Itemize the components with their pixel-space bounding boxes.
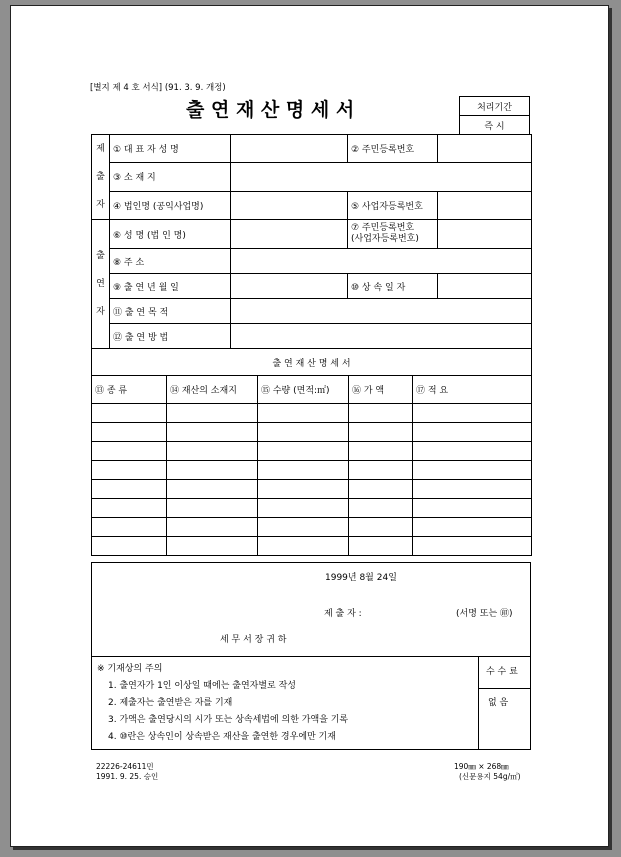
purpose-field[interactable] [231,299,532,324]
note-item: 3. 가액은 출연당시의 시가 또는 상속세법에 의한 가액을 기록 [108,715,349,725]
donor-address-label: ⑧ 주 소 [110,249,231,274]
processing-period-label: 처리기간 [460,97,530,116]
address-label: ③ 소 재 지 [110,163,231,191]
donation-date-label: ⑨ 출 연 년 월 일 [110,274,231,299]
corp-name-field[interactable] [231,191,348,219]
paper-type: (신문용지 54g/㎡) [459,772,521,781]
col-remarks: ⑰ 적 요 [413,376,532,404]
form-title: 출 연 재 산 명 세 서 [186,99,355,121]
table-row [92,518,532,537]
contributor-info-table [91,134,532,349]
col-value: ⑯ 가 액 [349,376,413,404]
method-label: ⑫ 출 연 방 법 [110,324,231,349]
donor-side-label: 출 연 자 [92,220,110,349]
table-row [92,423,532,442]
approval-date: 1991. 9. 25. 승인 [96,772,159,781]
inheritance-date-field[interactable] [438,274,532,299]
donor-address-field[interactable] [231,249,532,274]
signature-field[interactable]: (서명 또는 ㊞) [456,609,513,619]
donor-resident-no-label: ⑦ 주민등록번호 (사업자등록번호) [348,220,438,249]
reporter-side-label: 제 출 자 [92,135,110,220]
annex-label: [별지 제 4 호 서식] (91. 3. 9. 개정) [90,83,226,93]
paper-size: 190㎜ × 268㎜ [454,762,509,771]
table-row [92,480,532,499]
col-type: ⑬ 종 류 [92,376,167,404]
table-row [92,537,532,556]
note-item: 4. ⑩란은 상속인이 상속받은 재산을 출연한 경우에만 기재 [108,732,336,742]
property-table [91,348,532,556]
purpose-label: ⑪ 출 연 목 적 [110,299,231,324]
inheritance-date-label: ⑩ 상 속 일 자 [348,274,438,299]
notes-heading: ※ 기재상의 주의 [97,664,163,674]
table-row [92,404,532,423]
method-field[interactable] [231,324,532,349]
donation-date-field[interactable] [231,274,348,299]
notes-box [91,656,531,750]
address-field[interactable] [231,163,532,191]
property-table-caption: 출 연 재 산 명 세 서 [92,349,532,376]
table-row [92,442,532,461]
col-location: ⑭ 재산의 소재지 [167,376,258,404]
form-page [10,5,609,847]
processing-period-value: 즉 시 [460,116,530,135]
form-code: 22226-24611민 [96,762,154,771]
declaration-box [91,562,531,657]
addressee: 세 무 서 장 귀 하 [220,635,287,645]
rep-name-label: ① 대 표 자 성 명 [110,135,231,163]
business-no-field[interactable] [438,191,532,219]
table-row [92,461,532,480]
fee-label: 수 수 료 [486,667,518,677]
resident-no-field[interactable] [438,135,532,163]
resident-no-label: ② 주민등록번호 [348,135,438,163]
note-item: 2. 제출자는 출연받은 자를 기재 [108,698,233,708]
corp-name-label: ④ 법인명 (공익사업명) [110,191,231,219]
business-no-label: ⑤ 사업자등록번호 [348,191,438,219]
donor-name-label: ⑥ 성 명 (법 인 명) [110,220,231,249]
processing-period-box [459,96,530,135]
table-row [92,499,532,518]
col-quantity: ⑮ 수량 (면적:㎡) [258,376,349,404]
donor-name-field[interactable] [231,220,348,249]
donor-resident-no-field[interactable] [438,220,532,249]
declaration-date: 1999년 8월 24일 [325,573,397,583]
note-item: 1. 출연자가 1인 이상일 때에는 출연자별로 작성 [108,681,296,691]
reporter-label: 제 출 자 : [324,609,362,619]
rep-name-field[interactable] [231,135,348,163]
fee-value: 없 음 [488,698,509,708]
